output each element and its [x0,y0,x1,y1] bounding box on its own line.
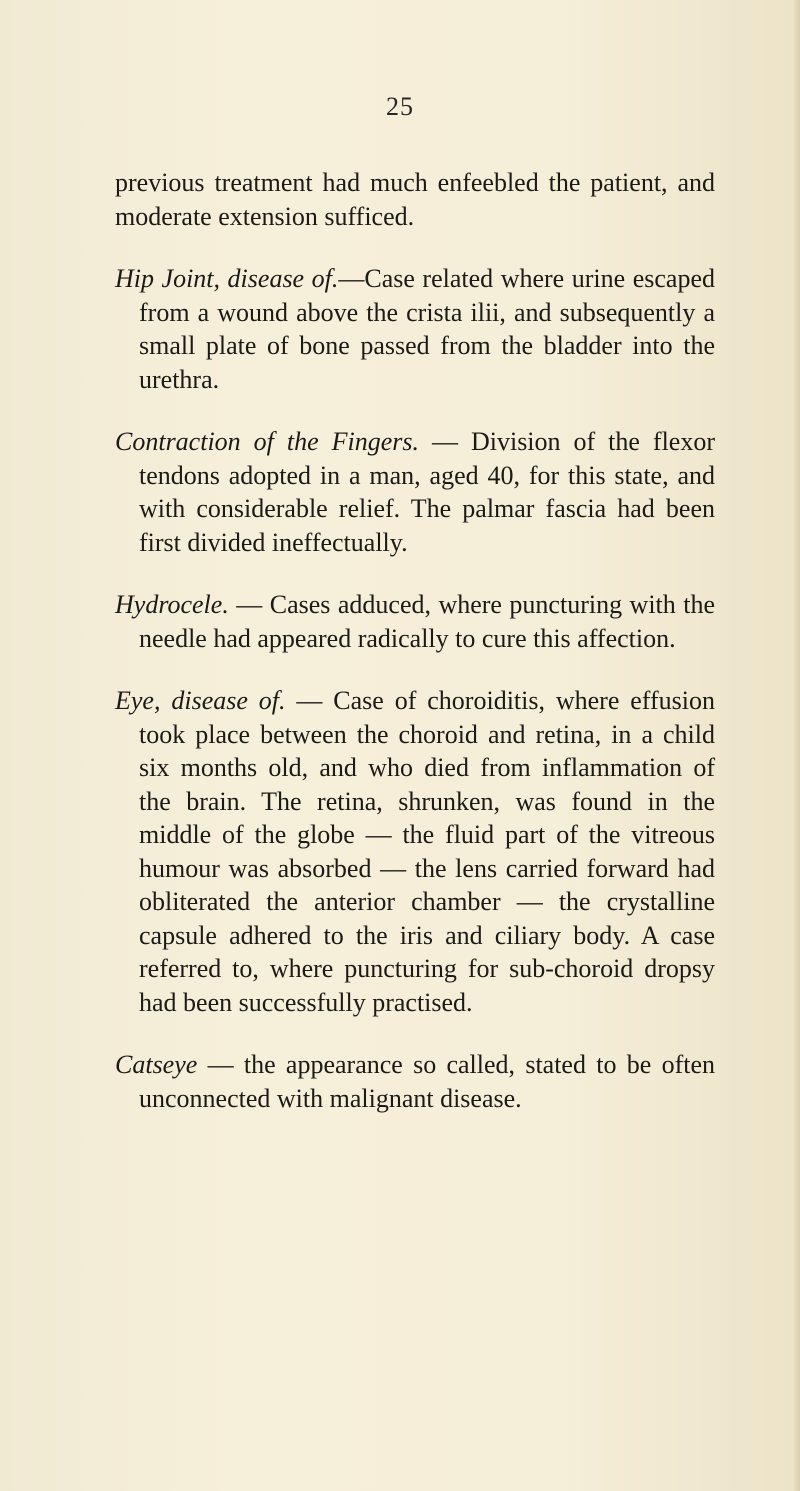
page-body [115,166,715,1144]
entry-text: — Case of choroiditis, where effusion took place between the choroid and retina, in a child six months old, and who died from inflammation of the brain. The retina, shrunken, was found in the middle of the globe — the fluid part of the vitreous humour was absorbed — the lens carried forward had obliterated the anterior chamber — the crystalline capsule adhered to the iris and ciliary body. A case referred to, where puncturing for sub-choroid dropsy had been successfully practised. [139,686,715,1017]
entry-text: —Case related where urine escaped from a wound above the crista ilii, and subsequently a small plate of bone passed from the bladder into the urethra. [139,264,715,394]
entry-text: — Cases adduced, where puncturing with the needle had appeared radically to cure this affection. [139,590,715,653]
entry-catseye [115,1048,715,1115]
entry-contraction-fingers [115,425,715,559]
entry-heading: Catseye [115,1050,198,1079]
entry-text: — the appearance so called, stated to be often unconnected with malignant disease. [139,1050,715,1113]
page-edge-shadow [794,0,800,1491]
entry-heading: Hip Joint, disease of. [115,264,339,293]
paragraph-text: previous treatment had much enfeebled the patient, and moderate extension sufficed. [115,168,715,231]
entry-hydrocele [115,588,715,655]
entry-heading: Eye, disease of. [115,686,286,715]
entry-hip-joint [115,262,715,396]
page-number: 25 [386,92,414,121]
entry-eye-disease [115,684,715,1019]
entry-text: — Division of the flexor tendons adopted in a man, aged 40, for this state, and with considerable relief. The palmar fascia had been first divided ineffectually. [139,427,715,557]
paragraph-continuation [115,166,715,233]
entry-heading: Contraction of the Fingers. [115,427,419,456]
entry-heading: Hydrocele. [115,590,229,619]
